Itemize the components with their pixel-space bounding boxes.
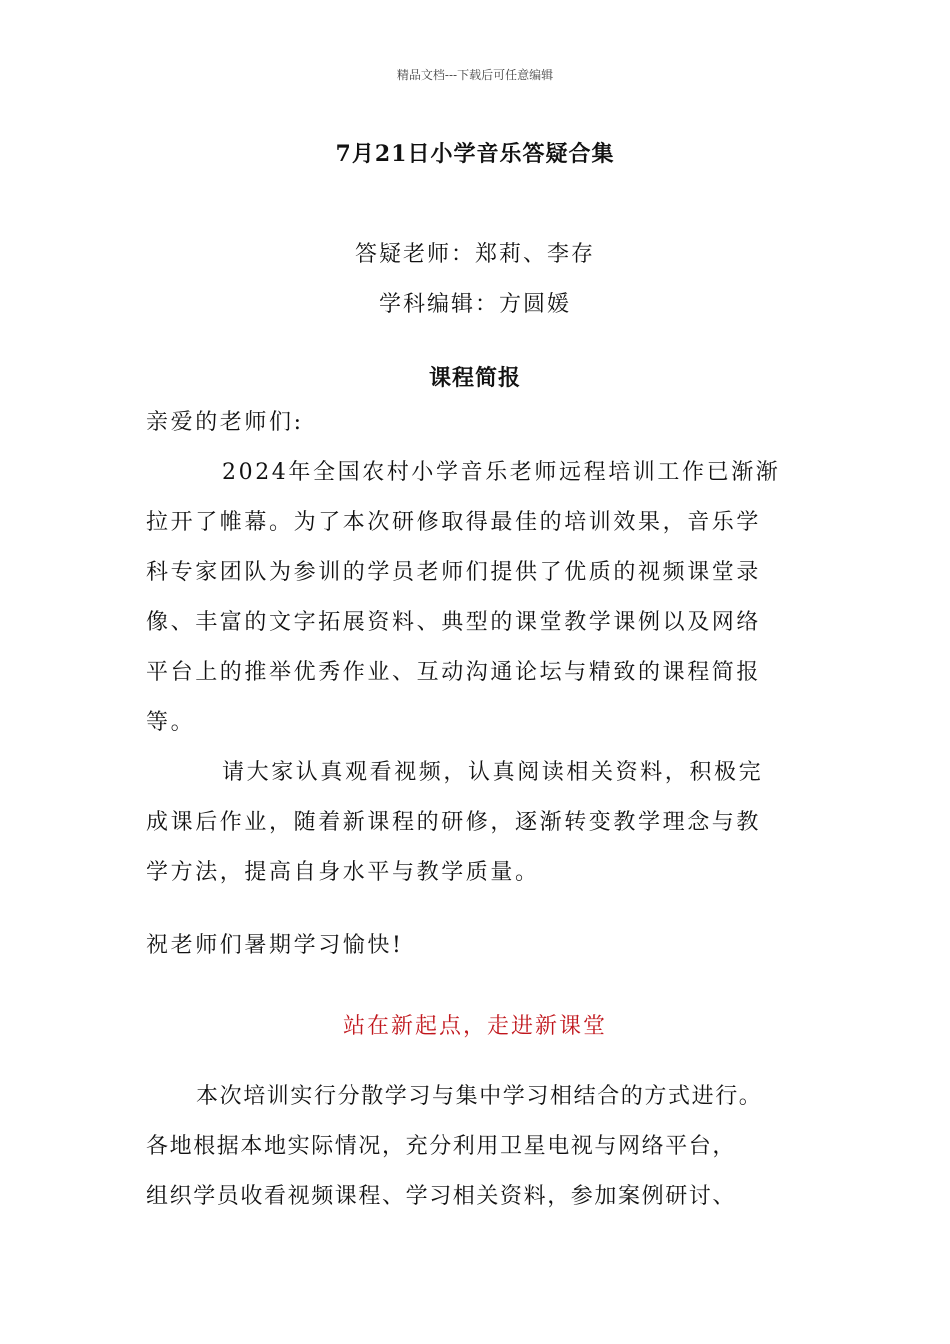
section-title: 课程简报 [428,365,521,391]
closing-wish: 祝老师们暑期学习愉快! [146,933,404,958]
para2-line: 成课后作业，随着新课程的研修，逐渐转变教学理念与教 [146,810,762,835]
teachers-line: 答疑老师：郑莉、李存 [354,242,595,267]
para3-line: 各地根据本地实际情况，充分利用卫星电视与网络平台， [146,1134,737,1159]
para3-line: 组织学员收看视频课程、学习相关资料，参加案例研讨、 [146,1184,737,1209]
para1-line: 像、丰富的文字拓展资料、典型的课堂教学课例以及网络 [146,610,762,635]
para1-line: 科专家团队为参训的学员老师们提供了优质的视频课堂录 [146,560,762,585]
document-title: 7月21日小学音乐答疑合集 [335,141,615,167]
para1-line: 拉开了帷幕。为了本次研修取得最佳的培训效果，音乐学 [146,510,762,535]
para2-line: 请大家认真观看视频，认真阅读相关资料，积极完 [222,760,764,785]
para1-line: 平台上的推举优秀作业、互动沟通论坛与精致的课程简报 [146,660,762,685]
red-subheading: 站在新起点，走进新课堂 [342,1014,607,1039]
editor-line: 学科编辑：方圆媛 [378,292,571,317]
para3-line: 本次培训实行分散学习与集中学习相结合的方式进行。 [196,1084,763,1109]
salutation: 亲爱的老师们: [146,410,304,435]
para1-line: 2024年全国农村小学音乐老师远程培训工作已渐渐 [222,460,781,485]
para1-line: 等。 [146,710,196,735]
header-note: 精品文档---下载后可任意编辑 [396,68,554,82]
para2-line: 学方法，提高自身水平与教学质量。 [146,860,540,885]
